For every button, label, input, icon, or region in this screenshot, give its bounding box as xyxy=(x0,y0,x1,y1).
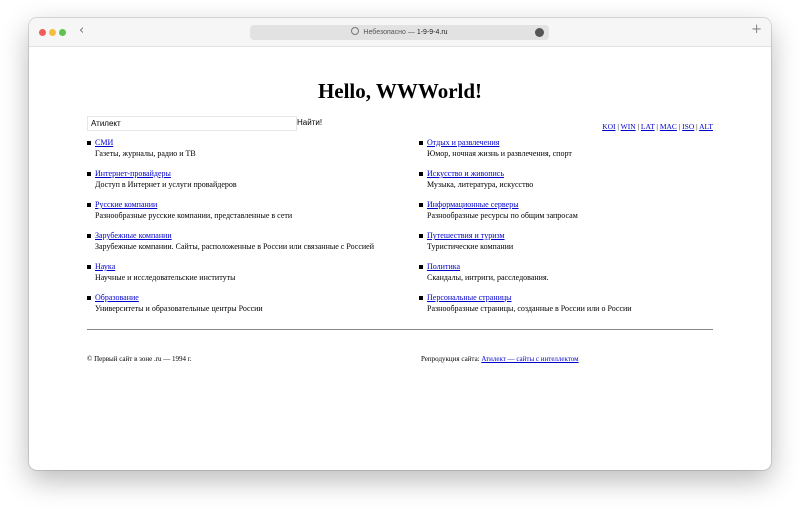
horizontal-divider xyxy=(87,329,713,330)
category-description: Скандалы, интриги, расследования. xyxy=(427,273,549,282)
bullet-icon xyxy=(87,265,91,269)
list-item xyxy=(87,138,407,169)
right-category-list xyxy=(419,138,739,324)
bullet-icon xyxy=(419,172,423,176)
category-link[interactable]: Политика xyxy=(427,262,461,271)
list-item xyxy=(419,231,739,262)
category-link[interactable]: Зарубежные компании xyxy=(95,231,172,240)
address-host: 1-9-9-4.ru xyxy=(416,29,448,36)
list-item xyxy=(419,200,739,231)
list-item xyxy=(419,293,739,324)
category-description: Разнообразные русские компании, представленные в сети xyxy=(95,211,293,220)
category-description: Газеты, журналы, радио и ТВ xyxy=(95,149,196,158)
browser-toolbar xyxy=(29,18,771,47)
category-link[interactable]: Путешествия и туризм xyxy=(427,231,505,240)
footer-copyright: © Первый сайт в зоне .ru — 1994 г. xyxy=(87,355,192,363)
list-item xyxy=(419,262,739,293)
category-link[interactable]: Искусство и живопись xyxy=(427,169,504,178)
category-description: Научные и исследовательские институты xyxy=(95,273,236,282)
search-button[interactable]: Найти! xyxy=(297,118,323,127)
category-description: Разнообразные страницы, созданные в России или о России xyxy=(427,304,632,313)
encoding-win-link[interactable]: WIN xyxy=(620,122,636,131)
category-link[interactable]: Наука xyxy=(95,262,116,271)
list-item xyxy=(87,293,407,324)
page-content xyxy=(29,47,771,470)
search-input[interactable] xyxy=(87,116,297,131)
bullet-icon xyxy=(419,265,423,269)
encoding-links: KOI | WIN | LAT | MAC | ISO | ALT xyxy=(602,122,713,131)
footer-repro-label: Репродукция сайта: xyxy=(421,355,480,363)
encoding-lat-link[interactable]: LAT xyxy=(640,122,655,131)
category-description: Юмор, ночная жизнь и развлечения, спорт xyxy=(427,149,572,158)
address-bar[interactable] xyxy=(250,25,549,40)
list-item xyxy=(87,262,407,293)
category-link[interactable]: Персональные страницы xyxy=(427,293,512,302)
encoding-koi-link[interactable]: KOI xyxy=(602,122,616,131)
footer-reproduction xyxy=(421,355,579,363)
bullet-icon xyxy=(87,296,91,300)
page-menu-icon[interactable] xyxy=(535,28,544,37)
category-description: Университеты и образовательные центры России xyxy=(95,304,263,313)
bullet-icon xyxy=(87,203,91,207)
category-link[interactable]: Русские компании xyxy=(95,200,158,209)
left-category-list xyxy=(87,138,407,324)
category-description: Туристические компании xyxy=(427,242,514,251)
address-insecure-label: Небезопасно — xyxy=(363,29,415,36)
category-link[interactable]: Информационные серверы xyxy=(427,200,519,209)
bullet-icon xyxy=(87,234,91,238)
encoding-mac-link[interactable]: MAC xyxy=(659,122,677,131)
back-chevron-icon[interactable]: ‹ xyxy=(79,23,85,38)
bullet-icon xyxy=(419,296,423,300)
bullet-icon xyxy=(419,234,423,238)
footer-repro-link[interactable]: Атилект — сайты с интеллектом xyxy=(481,355,579,363)
bullet-icon xyxy=(419,203,423,207)
category-link[interactable]: Образование xyxy=(95,293,139,302)
category-description: Доступ в Интернет и услуги провайдеров xyxy=(95,180,237,189)
list-item xyxy=(87,231,407,262)
list-item xyxy=(419,138,739,169)
category-link[interactable]: СМИ xyxy=(95,138,114,147)
new-tab-plus-icon[interactable]: + xyxy=(751,22,762,37)
encoding-iso-link[interactable]: ISO xyxy=(682,122,695,131)
minimize-window-button[interactable] xyxy=(49,29,56,36)
browser-window xyxy=(29,18,771,470)
category-description: Зарубежные компании. Сайты, расположенные в России или связанные с Россией xyxy=(95,242,374,251)
category-description: Разнообразные ресурсы по общим запросам xyxy=(427,211,578,220)
category-description: Музыка, литература, искусство xyxy=(427,180,534,189)
bullet-icon xyxy=(419,141,423,145)
zoom-window-button[interactable] xyxy=(59,29,66,36)
category-link[interactable]: Отдых и развлечения xyxy=(427,138,500,147)
list-item xyxy=(419,169,739,200)
globe-icon xyxy=(351,27,359,35)
category-link[interactable]: Интернет-провайдеры xyxy=(95,169,171,178)
page-title: Hello, WWWorld! xyxy=(317,79,483,103)
close-window-button[interactable] xyxy=(39,29,46,36)
list-item xyxy=(87,200,407,231)
bullet-icon xyxy=(87,172,91,176)
bullet-icon xyxy=(87,141,91,145)
encoding-alt-link[interactable]: ALT xyxy=(699,122,713,131)
list-item xyxy=(87,169,407,200)
